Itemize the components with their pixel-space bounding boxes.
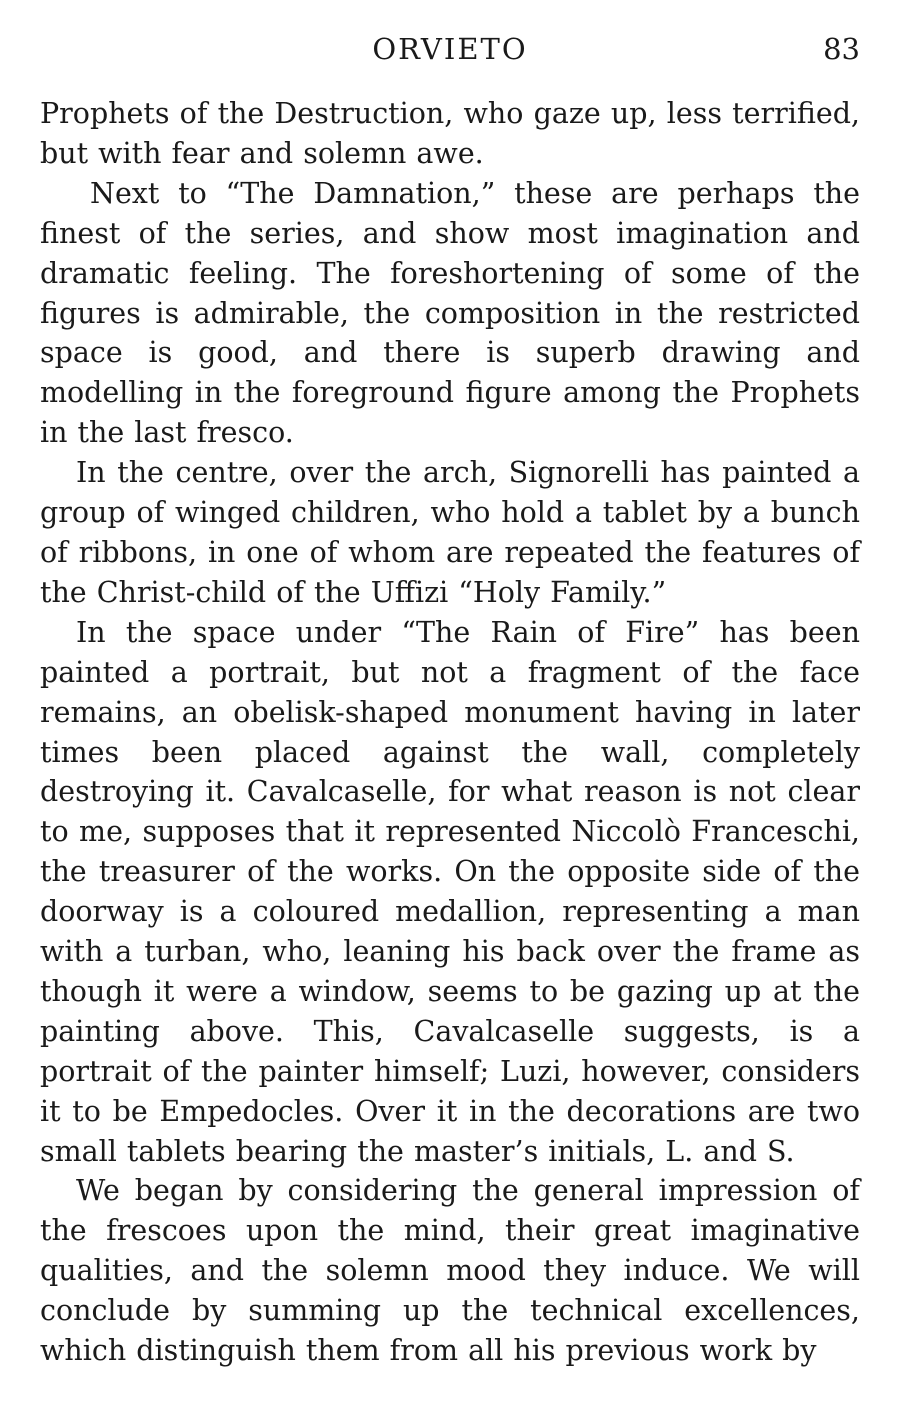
paragraph: We began by considering the general impression of the frescoes upon the mind, their great imaginative qualities, and the solemn mood they induce. We will conclude by summing up the technical excellences, which distinguish them from all his previous work by (40, 1174, 860, 1368)
book-page (40, 30, 860, 1371)
paragraph: In the space under “The Rain of Fire” has been painted a portrait, but not a fragment of the face remains, an obelisk-shaped monument having in later times been placed against the wall, completely destroying it. Cavalcaselle, for what reason is not clear to me, supposes that it represented Niccolò Franceschi, the treasurer of the works. On the opposite side of the doorway is a coloured medallion, representing a man with a turban, who, leaning his back over the frame as though it were a window, seems to be gazing up at the painting above. This, Cavalcaselle suggests, is a portrait of the painter himself; Luzi, however, considers it to be Empedocles. Over it in the decorations are two small tablets bearing the master’s initials, L. and S. (40, 615, 860, 1168)
body-text (40, 94, 860, 1371)
paragraph: Next to “The Damnation,” these are perhaps the finest of the series, and show most imagination and dramatic feeling. The foreshortening of some of the figures is admirable, the composition in the restricted space is good, and there is superb drawing and modelling in the foreground figure among the Prophets in the last fresco. (40, 176, 860, 450)
running-title: ORVIETO (372, 32, 528, 66)
running-head (40, 30, 860, 78)
paragraph: In the centre, over the arch, Signorelli has painted a group of winged children, who hold a tablet by a bunch of ribbons, in one of whom are repeated the features of the Christ-child of the Uffizi “Holy Family.” (40, 456, 860, 609)
page-number: 83 (823, 32, 860, 66)
paragraph-continuation: Prophets of the Destruction, who gaze up, less terrified, but with fear and solemn awe. (40, 97, 860, 170)
